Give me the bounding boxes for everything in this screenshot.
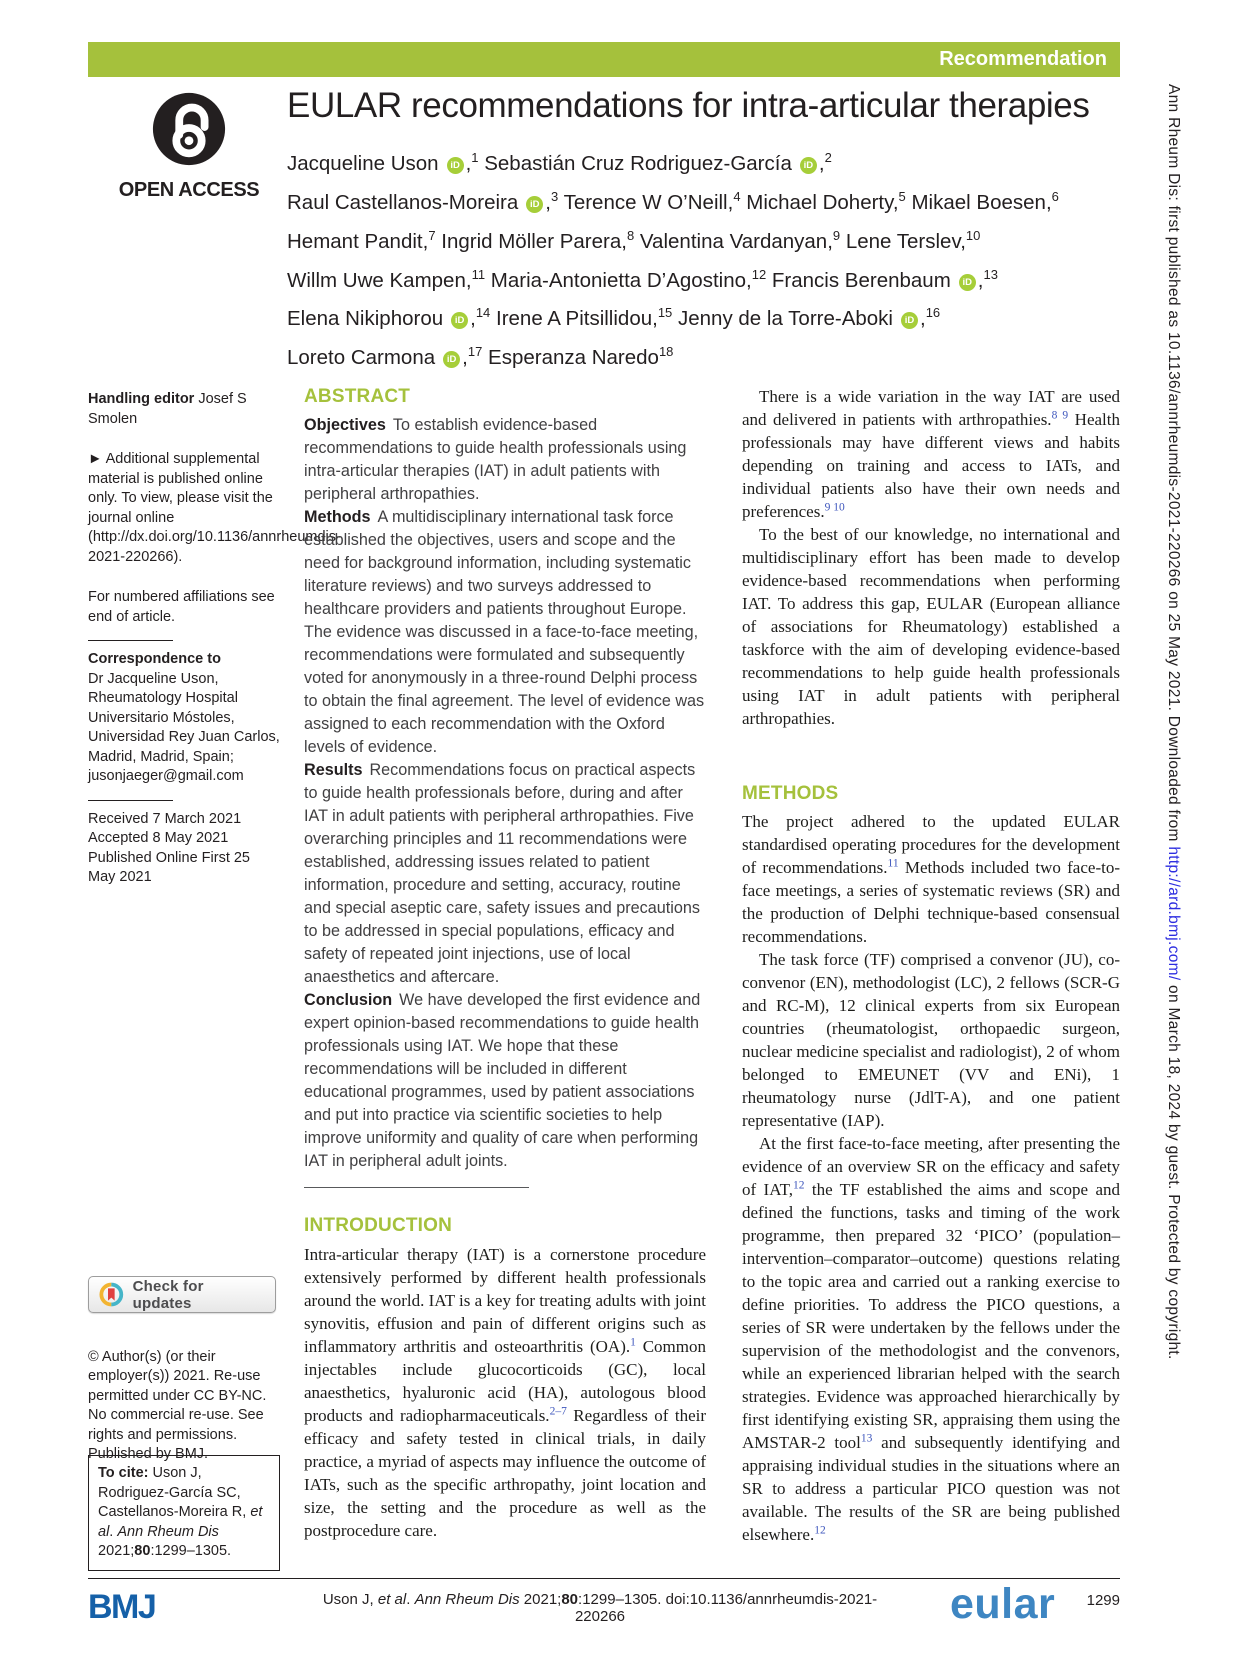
author-name: Francis Berenbaum iD ,$^{13}$ [771, 266, 998, 292]
author-name: Lene Terslev,$^{10}$ [845, 227, 981, 253]
author-name: Terence W O’Neill,$^4$ [563, 189, 741, 214]
methods-paragraph: The project adhered to the updated EULAR standardised operating procedures for the development of recommendations.$^{11}$ Methods included two face-to-face meetings, a series of systematic reviews (SR) and the production of Delphi technique-based consensual recommendations. [742, 812, 1120, 946]
author-line [287, 180, 1132, 219]
bmj-logo: BMJ [88, 1588, 156, 1626]
orcid-icon[interactable]: iD [526, 196, 543, 213]
author-line [287, 335, 1132, 374]
open-access-block [104, 90, 274, 202]
eular-logo: eular [950, 1580, 1056, 1628]
article-type-banner [88, 42, 1120, 77]
abstract-objectives: Objectives To establish evidence-based recommendations to guide health professionals using intra-articular therapies (IAT) in adult patients with peripheral arthropathies. [304, 416, 687, 503]
author-name: Jacqueline Uson iD ,$^1$ [287, 150, 479, 176]
check-for-updates-button[interactable] [88, 1276, 276, 1313]
abstract-results: Results Recommendations focus on practical aspects to guide health professionals before, during and after IAT in adult patients with peripheral arthropathies. Five overarching principles and 11 recommendations were established, addressing issues related to patient information, procedure and setting, accuracy, routine and special aseptic care, safety issues and precautions to be addressed in special populations, efficacy and safety of repeated joint injections, use of local anaesthetics and aftercare. [304, 761, 700, 986]
abstract-conclusion: Conclusion We have developed the first evidence and expert opinion-based recommendations to guide health professionals using IAT. We hope that these recommendations will be included in different educational programmes, used by patient associations and put into practice via scientific societies to help improve uniformity and quality of care when performing IAT in peripheral adult joints. [304, 991, 701, 1170]
open-access-lock-icon [150, 90, 228, 168]
author-name: Sebastián Cruz Rodriguez-García iD ,$^2$ [484, 150, 832, 176]
author-affiliation-number: 9 [832, 227, 841, 243]
author-name: Ingrid Möller Parera,$^8$ [441, 227, 635, 253]
abstract-methods: Methods A multidisciplinary international task force established the objectives, users and scope and the need for background information, including systematic literature reviews) and two surveys addressed to healthcare providers and patients throughout Europe. The evidence was discussed in a face-to-face meeting, recommendations were formulated and subsequently voted for anonymously in a three-round Delphi process to obtain the final agreement. The level of evidence was assigned to each recommendation with the Oxford levels of evidence. [304, 508, 705, 756]
crossmark-icon [99, 1282, 124, 1307]
affiliations-note: For numbered affiliations see end of article. [88, 589, 275, 625]
right-column [742, 385, 1120, 1546]
author-affiliation-number: 12 [751, 266, 767, 282]
methods-paragraph: At the first face-to-face meeting, after presenting the evidence of an overview SR on the efficacy and safety of IAT,$^{12}$ the TF established the aims and scope and defined the functions, tasks and timing of the work programme, then prepared 32 ‘PICO’ (population–intervention–comparator–outcome) questions relating to the topic area and carried out a ranking exercise to define priorities. To address the PICO questions, a series of SR were undertaken by the fellows under the supervision of the methodologist and the convenors, while an experienced librarian helped with the search strategies. Evidence was approached hierarchically by first identifying existing SR, appraising them using the AMSTAR-2 tool$^{13}$ and subsequently identifying and appraising individual studies in the situations where an SR to address a particular PICO question was not available. The results of the SR are being published elsewhere.$^{12}$ [742, 1134, 1120, 1544]
footer-rule [88, 1578, 1120, 1579]
author-affiliation-number: 4 [733, 189, 741, 205]
correspondence-label: Correspondence to [88, 651, 221, 667]
to-cite-box: To cite: Uson J, Rodriguez-García SC, Castellanos-Moreira R, et al. Ann Rheum Dis 2021;80:1299–1305. [88, 1455, 280, 1571]
author-name: Maria-Antonietta D’Agostino,$^{12}$ [490, 266, 767, 292]
author-name: Raul Castellanos-Moreira iD ,$^3$ [287, 189, 559, 214]
author-affiliation-number: 3 [551, 189, 559, 205]
author-affiliation-number: 16 [925, 305, 941, 321]
handling-editor: Handling editor Josef S Smolen [88, 391, 247, 427]
methods-heading: METHODS [742, 783, 839, 804]
correspondence-text: Dr Jacqueline Uson, Rheumatology Hospital Universitario Móstoles, Universidad Rey Juan Carlos, Madrid, Madrid, Spain; jusonjaeger@gmail.com [88, 670, 280, 784]
open-access-label: OPEN ACCESS [118, 179, 260, 201]
author-affiliation-number: 1 [471, 150, 479, 166]
author-list [287, 141, 1132, 374]
author-name: Michael Doherty,$^5$ [746, 189, 906, 214]
title-block [287, 86, 1132, 374]
copyright-notice: © Author(s) (or their employer(s)) 2021. Re-use permitted under CC BY-NC. No commercial re-use. See rights and permissions. Published by BMJ. [88, 1348, 267, 1462]
orcid-icon[interactable]: iD [443, 351, 460, 368]
page-title: EULAR recommendations for intra-articular therapies [287, 86, 1090, 125]
author-name: Elena Nikiphorou iD ,$^{14}$ [287, 305, 491, 331]
author-name: Valentina Vardanyan,$^9$ [639, 227, 841, 253]
orcid-icon[interactable]: iD [901, 312, 918, 329]
author-name: Hemant Pandit,$^7$ [287, 227, 436, 253]
abstract-end-rule [304, 1187, 529, 1188]
author-line [287, 141, 1132, 180]
check-for-updates-label: Check for updates [132, 1277, 204, 1312]
body-paragraph: There is a wide variation in the way IAT are used and delivered in patients with arthropathies.$^{8 9}$ Health professionals may have different views and habits depending on training and access to IATs, and individual patients also have their own needs and preferences.$^{9 10}$ [742, 387, 1120, 521]
published-date: Published Online First 25 May 2021 [88, 849, 250, 885]
page-number: 1299 [1086, 1592, 1120, 1609]
author-line [287, 219, 1132, 258]
sidebar-divider [88, 800, 173, 801]
orcid-icon[interactable]: iD [800, 157, 817, 174]
orcid-icon[interactable]: iD [451, 312, 468, 329]
introduction-section [304, 1215, 706, 1542]
abstract-column [304, 386, 706, 1188]
author-affiliation-number: 5 [898, 189, 906, 205]
vertical-copyright-text: Ann Rheum Dis: first published as 10.1136/annrheumdis-2021-220266 on 25 May 2021. Downloaded from http://ard.bmj.com/ on March 18, 2024 by guest. Protected by copyright. [1165, 84, 1182, 1360]
body-paragraph: To the best of our knowledge, no international and multidisciplinary effort has been made to develop evidence-based recommendations when performing IAT. To address this gap, EULAR (European alliance of associations for Rheumatology) established a taskforce with the aim of developing evidence-based recommendations to help guide health professionals using IAT in adult patients with peripheral arthropathies. [742, 525, 1120, 728]
author-name: Loreto Carmona iD ,$^{17}$ [287, 344, 483, 370]
abstract-heading: ABSTRACT [304, 386, 411, 407]
supplemental-note: ► Additional supplemental material is published online only. To view, please visit the journal online (http://dx.doi.org/10.1136/annrheumdis-2021-220266). [88, 451, 341, 565]
author-name: Irene A Pitsillidou,$^{15}$ [496, 305, 673, 331]
author-affiliation-number: 17 [467, 344, 483, 360]
author-affiliation-number: 6 [1051, 189, 1059, 205]
author-name: Esperanza Naredo$^{18}$ [488, 344, 674, 370]
orcid-icon[interactable]: iD [447, 157, 464, 174]
article-type-label: Recommendation [939, 48, 1107, 70]
introduction-heading: INTRODUCTION [304, 1215, 453, 1236]
accepted-date: Accepted 8 May 2021 [88, 830, 229, 846]
author-affiliation-number: 7 [428, 227, 436, 243]
author-name: Jenny de la Torre-Aboki iD ,$^{16}$ [678, 305, 941, 331]
author-affiliation-number: 18 [658, 344, 674, 360]
orcid-icon[interactable]: iD [959, 274, 976, 291]
author-affiliation-number: 8 [626, 227, 635, 243]
author-affiliation-number: 2 [824, 150, 832, 166]
author-affiliation-number: 11 [471, 266, 486, 282]
footer-citation: Uson J, et al. Ann Rheum Dis 2021;80:1299–1305. doi:10.1136/annrheumdis-2021-220266 [322, 1591, 878, 1625]
author-name: Willm Uwe Kampen,$^{11}$ [287, 266, 486, 292]
journal-url-link[interactable]: http://ard.bmj.com/ [1165, 846, 1182, 981]
author-affiliation-number: 14 [475, 305, 491, 321]
author-line [287, 297, 1132, 336]
introduction-paragraph: Intra-articular therapy (IAT) is a cornerstone procedure extensively performed by different health professionals around the world. IAT is a key for treating adults with joint synovitis, effusion and pain of different origins such as inflammatory arthritis and osteoarthritis (OA).$^1$ Common injectables include glucocorticoids (GC), local anaesthetics, hyaluronic acid (HA), autologous blood products and radiopharmaceuticals.$^{2-7}$ Regardless of their efficacy and safety tested in clinical trials, in daily practice, a myriad of aspects may influence the outcome of IATs, such as the specific arthropathy, joint location and size, the setting and the procedure as well as the postprocedure care. [304, 1245, 706, 1540]
author-affiliation-number: 10 [965, 227, 981, 243]
author-name: Mikael Boesen,$^6$ [911, 189, 1059, 214]
author-affiliation-number: 15 [657, 305, 673, 321]
received-date: Received 7 March 2021 [88, 810, 242, 827]
author-line [287, 258, 1132, 297]
methods-paragraph: The task force (TF) comprised a convenor (JU), co-convenor (EN), methodologist (LC), 2 fellows (SCR-G and RC-M), 12 clinical experts from six European countries (rheumatologist, orthopaedic surgeon, nuclear medicine specialist and radiologist), 2 of whom belonged to EMEUNET (VV and ENi), 1 rheumatology nurse (JdlT-A), and one patient representative (IAP). [742, 950, 1120, 1130]
sidebar-divider [88, 640, 173, 641]
author-affiliation-number: 13 [983, 266, 998, 282]
left-sidebar [88, 390, 341, 888]
